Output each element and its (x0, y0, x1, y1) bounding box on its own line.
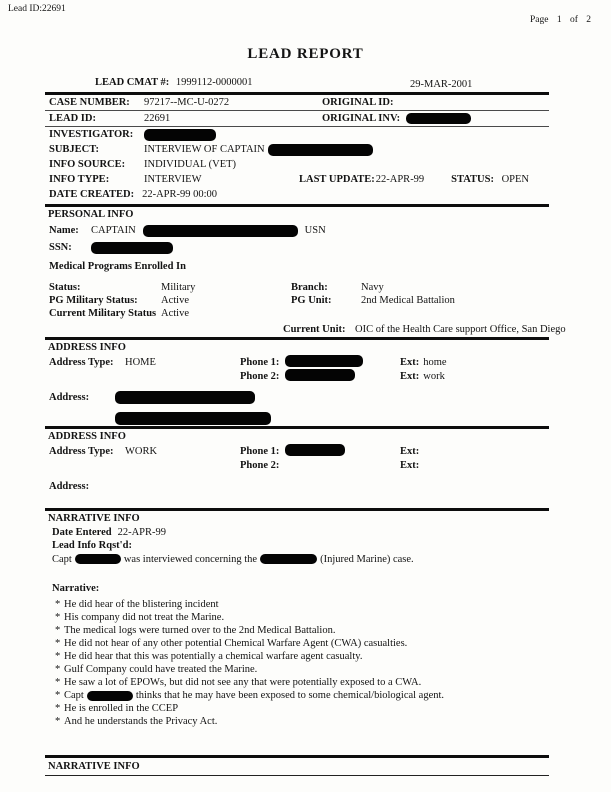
address-home-row2 (45, 369, 549, 383)
name-prefix: CAPTAIN (91, 225, 136, 236)
bullet-marker-asterisk: * (55, 612, 61, 623)
bullet-text: thinks that he may have been exposed to some chemical/biological agent. (135, 690, 445, 701)
intro-post: (Injured Marine) case. (320, 553, 414, 565)
intro-redaction-2 (260, 554, 317, 564)
ext1-value: home (423, 356, 447, 368)
lead-id-corner: Lead ID:22691 (8, 4, 66, 14)
address-redaction-1 (115, 391, 255, 404)
page-number: Page 1 of 2 (529, 15, 591, 25)
pg-military-status-label: PG Military Status: (49, 295, 138, 306)
redaction-box (87, 691, 133, 701)
medical-programs-label: Medical Programs Enrolled In (49, 260, 186, 272)
info-type-label: INFO TYPE: (49, 174, 110, 185)
narrative-bullet (55, 637, 549, 650)
phone1-field (285, 444, 400, 459)
info-source-label: INFO SOURCE: (49, 159, 126, 170)
address-info-home-section (45, 337, 549, 426)
narrative-bullet (55, 611, 549, 624)
branch-value: Navy (361, 282, 384, 293)
lead-intro-row (45, 552, 549, 566)
date-created-row (45, 187, 549, 202)
current-unit-value: OIC of the Health Care support Office, San Diego (355, 324, 566, 335)
footer-rule (45, 775, 549, 776)
address-type-value: HOME (125, 356, 156, 368)
date-created-label: DATE CREATED: (49, 189, 135, 200)
intro-pre: Capt (52, 553, 72, 565)
personal-info-title: PERSONAL INFO (48, 209, 134, 220)
ext2-value: work (423, 370, 445, 382)
address-home-line2 (45, 410, 549, 426)
bullet-text: The medical logs were turned over to the 2nd Medical Battalion. (64, 625, 336, 636)
bullet-text: He did not hear of any other potential Chemical Warfare Agent (CWA) casualties. (64, 638, 408, 649)
bullet-text: He did hear of the blistering incident (64, 599, 219, 610)
lead-id-label: LEAD ID: (49, 113, 96, 124)
lead-info-rqstd-row (45, 539, 549, 552)
name-row (45, 222, 549, 239)
name-suffix: USN (304, 225, 326, 236)
phone1-redaction (285, 355, 363, 367)
narrative-info-footer (45, 755, 549, 776)
pg-military-status-value: Active (161, 295, 189, 306)
narrative-info-section (45, 508, 549, 728)
subject-value: INTERVIEW OF CAPTAIN (144, 144, 265, 155)
date-entered-label: Date Entered (52, 527, 112, 538)
narrative-bullet (55, 663, 549, 676)
subject-redaction (268, 144, 373, 156)
bullet-marker-asterisk: * (55, 625, 61, 636)
address-type-label: Address Type: (49, 356, 114, 368)
lead-id-value: 22691 (144, 113, 171, 124)
report-date: 29-MAR-2001 (410, 79, 473, 90)
bullet-marker-asterisk: * (55, 716, 61, 727)
narrative-bullet (55, 624, 549, 637)
narrative-bullet (55, 715, 549, 728)
info-source-row (45, 157, 549, 172)
pg-unit-label: PG Unit: (291, 295, 332, 306)
lead-info-rqstd-label: Lead Info Rqst'd: (52, 540, 132, 551)
current-military-status-label: Current Military Status (49, 308, 157, 319)
investigator-label: INVESTIGATOR: (49, 129, 134, 140)
ext2-label: Ext: (400, 370, 420, 382)
lead-cmat-value: 1999112-0000001 (175, 77, 253, 88)
bullet-marker-asterisk: * (55, 638, 61, 649)
narrative-info-title: NARRATIVE INFO (48, 513, 140, 524)
investigator-row (45, 127, 549, 142)
name-label: Name: (49, 225, 79, 236)
investigator-redaction (144, 129, 216, 141)
phone2-label: Phone 2: (240, 370, 280, 382)
address-label: Address: (49, 391, 90, 403)
last-update-value: 22-APR-99 (375, 174, 425, 185)
date-created-value: 22-APR-99 00:00 (142, 189, 218, 200)
bullet-text: He is enrolled in the CCEP (64, 703, 179, 714)
bullet-marker-asterisk: * (55, 599, 61, 610)
address-info-work-section (45, 426, 549, 494)
case-number-label: CASE NUMBER: (49, 97, 130, 108)
last-update-label: LAST UPDATE: (299, 174, 375, 185)
narrative-bullet (55, 676, 549, 689)
address-work-line1 (45, 478, 549, 494)
pg-military-status-row (45, 294, 549, 307)
status-row (45, 281, 549, 294)
original-inv-redaction (406, 113, 471, 124)
info-type-row (45, 172, 549, 187)
address-work-title: ADDRESS INFO (48, 431, 126, 442)
ext1-label: Ext: (400, 445, 420, 457)
personal-info-section (45, 204, 566, 336)
phone1-label: Phone 1: (240, 445, 280, 457)
narrative-bullet (55, 598, 549, 611)
bullet-marker-asterisk: * (55, 677, 61, 688)
address-home-line1 (45, 389, 549, 405)
narrative-label: Narrative: (52, 583, 100, 594)
lead-cmat-row (45, 77, 549, 92)
ssn-row (45, 239, 549, 256)
subject-row (45, 142, 549, 157)
military-status-value: Military (161, 282, 196, 293)
bullet-text: He saw a lot of EPOWs, but did not see any that were potentially exposed to a CWA. (64, 677, 422, 688)
case-number-value: 97217--MC-U-0272 (144, 97, 230, 108)
military-status-label: Status: (49, 282, 81, 293)
phone2-redaction (285, 369, 355, 381)
lead-cmat-label: LEAD CMAT #: (95, 77, 170, 88)
bullet-marker-asterisk: * (55, 690, 61, 701)
bullet-marker-asterisk: * (55, 703, 61, 714)
current-unit-label: Current Unit: (283, 324, 346, 335)
subject-label: SUBJECT: (49, 144, 99, 155)
address-home-row1 (45, 355, 549, 369)
address-home-title: ADDRESS INFO (48, 342, 126, 353)
ext1-label: Ext: (400, 356, 420, 368)
narrative-bullet (55, 702, 549, 715)
narrative-bullet (55, 689, 549, 702)
medical-programs-row (45, 258, 549, 274)
bullet-text: His company did not treat the Marine. (64, 612, 225, 623)
intro-mid: was interviewed concerning the (123, 553, 258, 565)
original-inv-label: ORIGINAL INV: (322, 113, 401, 124)
date-entered-row (45, 526, 549, 539)
branch-label: Branch: (291, 282, 328, 293)
ssn-redaction (91, 242, 173, 254)
current-military-status-row (45, 307, 549, 320)
status-value: OPEN (501, 174, 529, 185)
status-field (451, 174, 529, 185)
bullet-marker-asterisk: * (55, 651, 61, 662)
intro-redaction-1 (75, 554, 121, 564)
address-redaction-2 (115, 412, 271, 425)
narrative-label-row (45, 582, 549, 595)
address-work-row2 (45, 458, 549, 472)
narrative-bullet (55, 650, 549, 663)
pg-unit-value: 2nd Medical Battalion (361, 295, 455, 306)
phone2-field (285, 369, 400, 384)
bullet-text: Gulf Company could have treated the Marine. (64, 664, 258, 675)
phone1-redaction (285, 444, 345, 456)
date-entered-value: 22-APR-99 (117, 527, 167, 538)
original-id-label: ORIGINAL ID: (322, 97, 394, 108)
address-type-value: WORK (125, 445, 158, 457)
bullet-text-pre: Capt (64, 690, 84, 701)
address-type-label: Address Type: (49, 445, 114, 457)
address-label: Address: (49, 480, 90, 492)
phone1-field (285, 355, 400, 370)
case-number-row (45, 95, 549, 111)
status-label: STATUS: (451, 174, 494, 185)
address-work-row1 (45, 444, 549, 458)
info-source-value: INDIVIDUAL (VET) (144, 159, 237, 170)
info-type-value: INTERVIEW (144, 174, 202, 185)
ext2-label: Ext: (400, 459, 420, 471)
current-military-status-value: Active (161, 308, 189, 319)
bullet-text: And he understands the Privacy Act. (64, 716, 218, 727)
name-redaction (143, 225, 298, 237)
lead-id-row (45, 111, 549, 127)
bullet-marker-asterisk: * (55, 664, 61, 675)
ssn-label: SSN: (49, 242, 72, 253)
bullet-text: He did hear that this was potentially a chemical warfare agent casualty. (64, 651, 363, 662)
footer-section-title: NARRATIVE INFO (48, 761, 140, 772)
phone1-label: Phone 1: (240, 356, 280, 368)
case-info-section (45, 92, 549, 202)
report-title: LEAD REPORT (247, 46, 364, 62)
narrative-bullet-list (45, 598, 549, 728)
phone2-label: Phone 2: (240, 459, 280, 471)
current-unit-row (45, 323, 566, 336)
